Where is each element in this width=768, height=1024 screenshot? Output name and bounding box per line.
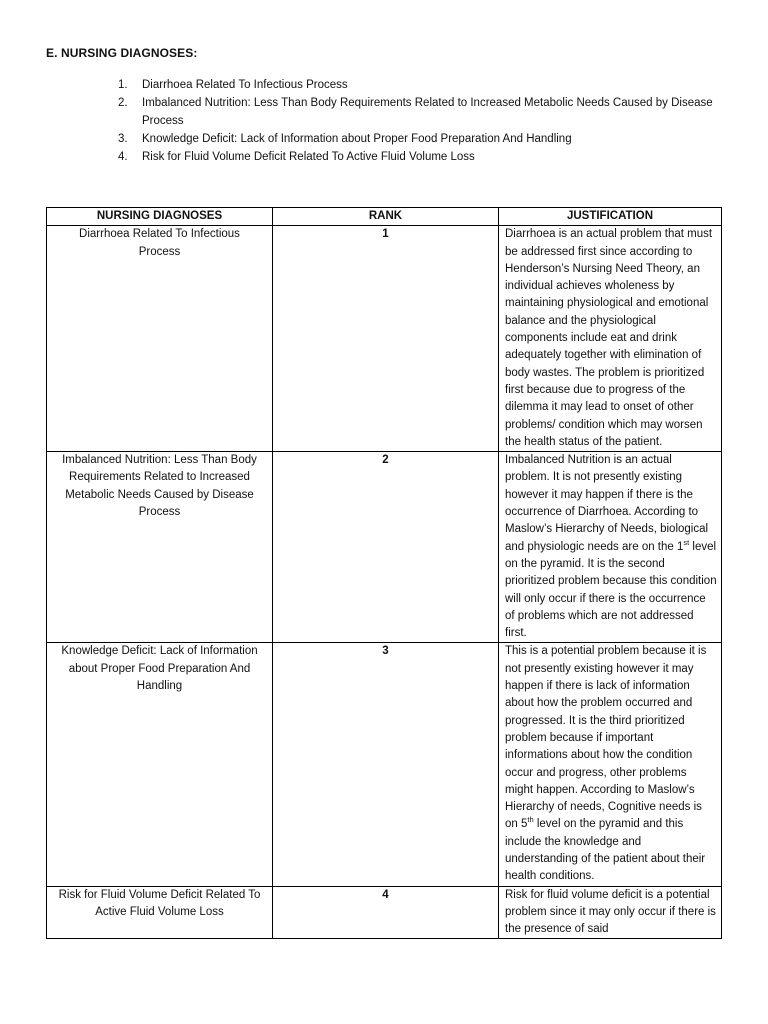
nursing-diagnoses-list — [118, 76, 728, 166]
list-item-text: Knowledge Deficit: Lack of Information about Proper Food Preparation And Handling — [142, 133, 572, 145]
justification-cell: Risk for fluid volume deficit is a potential problem since it may only occur if there is the presence of said — [499, 886, 722, 939]
list-item-number: 4. — [118, 151, 128, 163]
justification-cell: Diarrhoea is an actual problem that must be addressed first since according to Henderson’s Nursing Need Theory, an individual achieves wholeness by maintaining physiological and emotional balance and the physiological components include eat and drink adequately together with elimination of body wastes. The problem is prioritized first because due to progress of the dilemma it may lead to onset of other problems/ condition which may worsen the health status of the patient. — [499, 226, 722, 452]
table-header-row — [47, 208, 722, 226]
list-item — [118, 148, 728, 166]
table-row — [47, 452, 722, 643]
justification-text: Imbalanced Nutrition is an actual problem. It is not presently existing however it may happen if there is the occurrence of Diarrhoea. According to Maslow’s Hierarchy of Needs, biological and physiologic needs are on the 1 — [505, 454, 709, 553]
ordinal-suffix: st — [683, 537, 690, 547]
ordinal-suffix: th — [527, 815, 534, 825]
list-item — [118, 94, 728, 130]
list-item-text: Diarrhoea Related To Infectious Process — [142, 79, 348, 91]
prioritization-table — [46, 207, 722, 939]
justification-cell — [499, 643, 722, 886]
header-nursing-diagnoses: NURSING DIAGNOSES — [47, 208, 273, 226]
list-item-number: 2. — [118, 97, 128, 109]
list-item — [118, 76, 728, 94]
header-rank: RANK — [273, 208, 499, 226]
list-item-text: Risk for Fluid Volume Deficit Related To Active Fluid Volume Loss — [142, 151, 475, 163]
diagnosis-cell: Diarrhoea Related To Infectious Process — [47, 226, 273, 452]
list-item-text: Imbalanced Nutrition: Less Than Body Requirements Related to Increased Metabolic Needs Caused by Disease Process — [142, 97, 713, 127]
header-justification: JUSTIFICATION — [499, 208, 722, 226]
justification-cell — [499, 452, 722, 643]
rank-cell: 3 — [273, 643, 499, 886]
justification-text: This is a potential problem because it is not presently existing however it may happen if there is lack of information about how the problem occurred and progressed. It is the third prioritized problem because if important informations about how the condition occur and progress, other problems might happen. According to Maslow’s Hierarchy of needs, Cognitive needs is on 5 — [505, 645, 707, 831]
list-item — [118, 130, 728, 148]
rank-cell: 2 — [273, 452, 499, 643]
justification-text: level on the pyramid and this include the knowledge and understanding of the patient about their health conditions. — [505, 818, 706, 883]
table-row — [47, 226, 722, 452]
diagnosis-cell: Knowledge Deficit: Lack of Information about Proper Food Preparation And Handling — [47, 643, 273, 886]
diagnosis-cell: Risk for Fluid Volume Deficit Related To Active Fluid Volume Loss — [47, 886, 273, 939]
table-row — [47, 643, 722, 886]
table-row — [47, 886, 722, 939]
rank-cell: 1 — [273, 226, 499, 452]
list-item-number: 3. — [118, 133, 128, 145]
diagnosis-cell: Imbalanced Nutrition: Less Than Body Requirements Related to Increased Metabolic Needs Caused by Disease Process — [47, 452, 273, 643]
justification-text: level on the pyramid. It is the second prioritized problem because this condition will only occur if there is the occurrence of problems which are not addressed first. — [505, 540, 717, 640]
list-item-number: 1. — [118, 79, 128, 91]
rank-cell: 4 — [273, 886, 499, 939]
section-title: E. NURSING DIAGNOSES: — [46, 46, 198, 60]
